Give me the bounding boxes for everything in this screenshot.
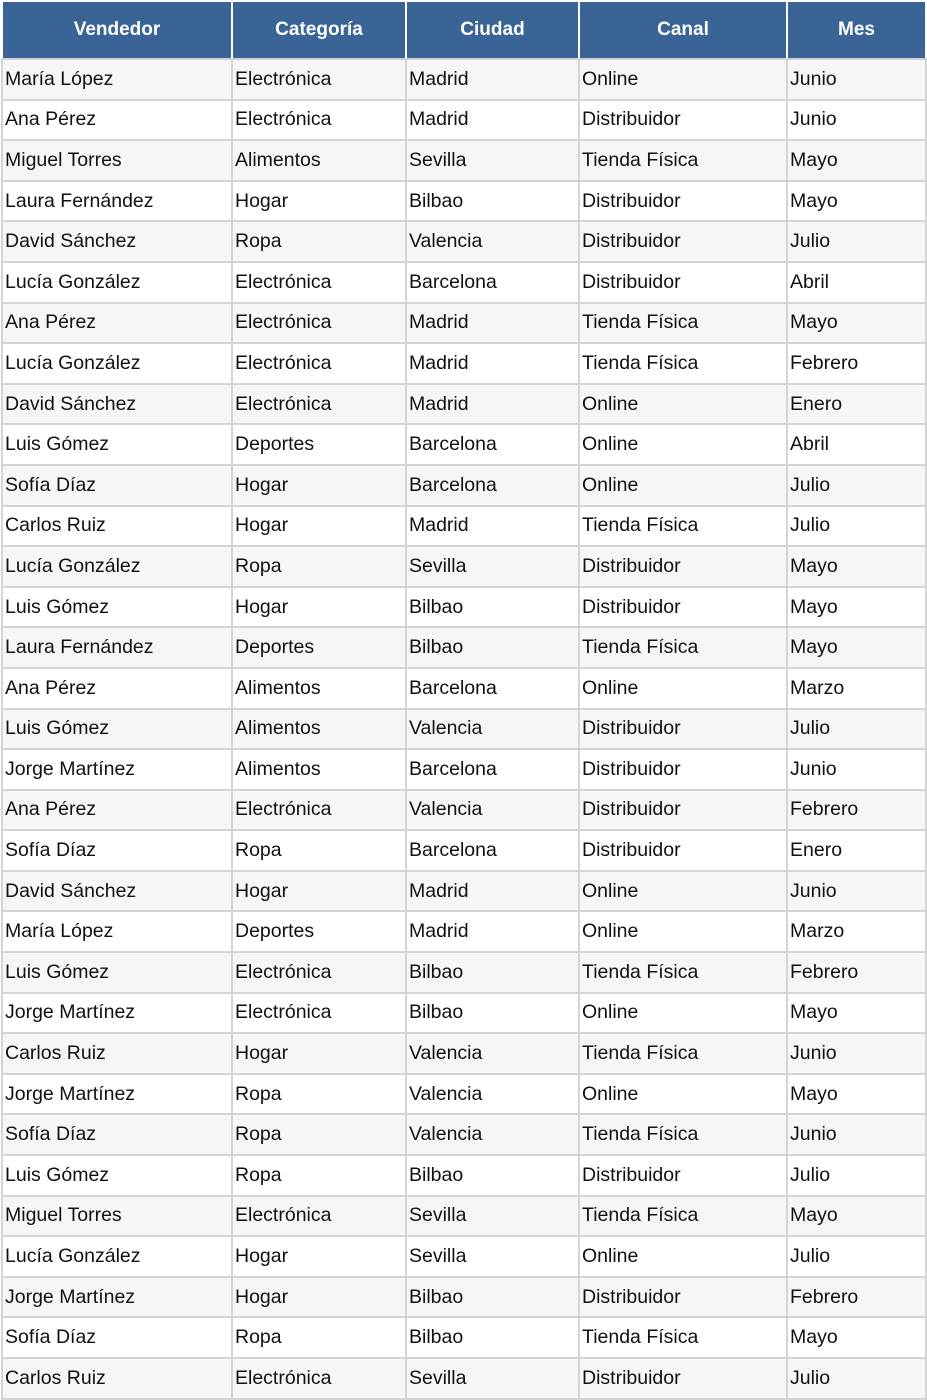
cell-ciudad[interactable]: Bilbao: [406, 1317, 579, 1358]
cell-categoria[interactable]: Alimentos: [232, 709, 406, 750]
cell-categoria[interactable]: Electrónica: [232, 384, 406, 425]
table-row[interactable]: [2, 871, 926, 912]
cell-mes[interactable]: Mayo: [787, 1317, 926, 1358]
cell-categoria[interactable]: Ropa: [232, 1114, 406, 1155]
cell-canal[interactable]: Distribuidor: [579, 181, 787, 222]
cell-canal[interactable]: Online: [579, 59, 787, 100]
cell-ciudad[interactable]: Madrid: [406, 343, 579, 384]
cell-mes[interactable]: Julio: [787, 1155, 926, 1196]
cell-canal[interactable]: Tienda Física: [579, 506, 787, 547]
cell-mes[interactable]: Marzo: [787, 911, 926, 952]
table-row[interactable]: [2, 1155, 926, 1196]
cell-categoria[interactable]: Electrónica: [232, 343, 406, 384]
cell-vendedor[interactable]: Luis Gómez: [2, 424, 232, 465]
table-row[interactable]: [2, 1236, 926, 1277]
table-row[interactable]: [2, 1196, 926, 1237]
cell-ciudad[interactable]: Bilbao: [406, 587, 579, 628]
cell-vendedor[interactable]: Ana Pérez: [2, 303, 232, 344]
cell-mes[interactable]: Mayo: [787, 993, 926, 1034]
cell-mes[interactable]: Marzo: [787, 668, 926, 709]
cell-ciudad[interactable]: Bilbao: [406, 627, 579, 668]
cell-mes[interactable]: Junio: [787, 749, 926, 790]
table-row[interactable]: [2, 627, 926, 668]
cell-mes[interactable]: Febrero: [787, 952, 926, 993]
cell-categoria[interactable]: Deportes: [232, 627, 406, 668]
table-row[interactable]: [2, 1277, 926, 1318]
column-header-categoria[interactable]: Categoría: [232, 1, 406, 59]
cell-canal[interactable]: Online: [579, 871, 787, 912]
cell-canal[interactable]: Online: [579, 1236, 787, 1277]
cell-canal[interactable]: Online: [579, 1074, 787, 1115]
cell-vendedor[interactable]: Ana Pérez: [2, 100, 232, 141]
table-row[interactable]: [2, 100, 926, 141]
cell-ciudad[interactable]: Valencia: [406, 1074, 579, 1115]
cell-vendedor[interactable]: Miguel Torres: [2, 140, 232, 181]
cell-vendedor[interactable]: Carlos Ruiz: [2, 1033, 232, 1074]
cell-canal[interactable]: Distribuidor: [579, 830, 787, 871]
cell-canal[interactable]: Tienda Física: [579, 1196, 787, 1237]
cell-categoria[interactable]: Electrónica: [232, 59, 406, 100]
cell-categoria[interactable]: Hogar: [232, 587, 406, 628]
cell-canal[interactable]: Online: [579, 993, 787, 1034]
cell-ciudad[interactable]: Valencia: [406, 221, 579, 262]
cell-categoria[interactable]: Electrónica: [232, 993, 406, 1034]
cell-mes[interactable]: Julio: [787, 1236, 926, 1277]
cell-ciudad[interactable]: Madrid: [406, 384, 579, 425]
cell-canal[interactable]: Distribuidor: [579, 709, 787, 750]
table-row[interactable]: [2, 546, 926, 587]
table-row[interactable]: [2, 343, 926, 384]
cell-ciudad[interactable]: Valencia: [406, 1033, 579, 1074]
cell-mes[interactable]: Febrero: [787, 1277, 926, 1318]
cell-mes[interactable]: Mayo: [787, 303, 926, 344]
cell-mes[interactable]: Mayo: [787, 1196, 926, 1237]
cell-mes[interactable]: Febrero: [787, 790, 926, 831]
cell-vendedor[interactable]: Lucía González: [2, 262, 232, 303]
table-row[interactable]: [2, 506, 926, 547]
cell-vendedor[interactable]: Laura Fernández: [2, 181, 232, 222]
cell-mes[interactable]: Julio: [787, 506, 926, 547]
cell-mes[interactable]: Mayo: [787, 587, 926, 628]
table-row[interactable]: [2, 1033, 926, 1074]
table-row[interactable]: [2, 709, 926, 750]
cell-canal[interactable]: Distribuidor: [579, 221, 787, 262]
cell-ciudad[interactable]: Madrid: [406, 59, 579, 100]
cell-categoria[interactable]: Ropa: [232, 1155, 406, 1196]
cell-canal[interactable]: Tienda Física: [579, 303, 787, 344]
cell-canal[interactable]: Online: [579, 668, 787, 709]
cell-mes[interactable]: Febrero: [787, 343, 926, 384]
cell-ciudad[interactable]: Barcelona: [406, 262, 579, 303]
cell-mes[interactable]: Junio: [787, 1033, 926, 1074]
table-row[interactable]: [2, 952, 926, 993]
table-row[interactable]: [2, 830, 926, 871]
cell-categoria[interactable]: Electrónica: [232, 1196, 406, 1237]
cell-ciudad[interactable]: Madrid: [406, 303, 579, 344]
cell-mes[interactable]: Junio: [787, 1114, 926, 1155]
cell-mes[interactable]: Abril: [787, 424, 926, 465]
cell-ciudad[interactable]: Valencia: [406, 1114, 579, 1155]
cell-ciudad[interactable]: Sevilla: [406, 140, 579, 181]
cell-categoria[interactable]: Alimentos: [232, 749, 406, 790]
cell-categoria[interactable]: Deportes: [232, 911, 406, 952]
cell-ciudad[interactable]: Bilbao: [406, 181, 579, 222]
cell-mes[interactable]: Junio: [787, 100, 926, 141]
cell-mes[interactable]: Mayo: [787, 140, 926, 181]
cell-vendedor[interactable]: Sofía Díaz: [2, 1317, 232, 1358]
cell-categoria[interactable]: Electrónica: [232, 303, 406, 344]
cell-categoria[interactable]: Deportes: [232, 424, 406, 465]
cell-categoria[interactable]: Electrónica: [232, 262, 406, 303]
table-row[interactable]: [2, 749, 926, 790]
cell-categoria[interactable]: Electrónica: [232, 790, 406, 831]
cell-ciudad[interactable]: Bilbao: [406, 993, 579, 1034]
cell-vendedor[interactable]: Jorge Martínez: [2, 1074, 232, 1115]
table-row[interactable]: [2, 668, 926, 709]
table-header: [2, 1, 926, 59]
cell-canal[interactable]: Distribuidor: [579, 262, 787, 303]
cell-categoria[interactable]: Alimentos: [232, 668, 406, 709]
cell-ciudad[interactable]: Valencia: [406, 709, 579, 750]
cell-mes[interactable]: Julio: [787, 709, 926, 750]
cell-ciudad[interactable]: Valencia: [406, 790, 579, 831]
cell-ciudad[interactable]: Barcelona: [406, 830, 579, 871]
cell-vendedor[interactable]: Carlos Ruiz: [2, 506, 232, 547]
cell-vendedor[interactable]: Lucía González: [2, 1236, 232, 1277]
cell-ciudad[interactable]: Barcelona: [406, 749, 579, 790]
table-row[interactable]: [2, 424, 926, 465]
cell-canal[interactable]: Tienda Física: [579, 140, 787, 181]
cell-ciudad[interactable]: Bilbao: [406, 952, 579, 993]
cell-categoria[interactable]: Ropa: [232, 1074, 406, 1115]
cell-categoria[interactable]: Electrónica: [232, 952, 406, 993]
cell-ciudad[interactable]: Sevilla: [406, 1236, 579, 1277]
table-row[interactable]: [2, 181, 926, 222]
cell-canal[interactable]: Online: [579, 911, 787, 952]
header-row: [2, 1, 926, 59]
column-header-vendedor[interactable]: Vendedor: [2, 1, 232, 59]
table-row[interactable]: [2, 1358, 926, 1399]
cell-canal[interactable]: Online: [579, 424, 787, 465]
cell-ciudad[interactable]: Madrid: [406, 506, 579, 547]
cell-ciudad[interactable]: Sevilla: [406, 1358, 579, 1399]
cell-mes[interactable]: Julio: [787, 1358, 926, 1399]
table-row[interactable]: [2, 1074, 926, 1115]
cell-mes[interactable]: Junio: [787, 59, 926, 100]
table-row[interactable]: [2, 587, 926, 628]
table-row[interactable]: [2, 465, 926, 506]
cell-canal[interactable]: Tienda Física: [579, 627, 787, 668]
cell-vendedor[interactable]: Jorge Martínez: [2, 1277, 232, 1318]
cell-categoria[interactable]: Hogar: [232, 465, 406, 506]
cell-canal[interactable]: Distribuidor: [579, 1155, 787, 1196]
cell-vendedor[interactable]: Jorge Martínez: [2, 993, 232, 1034]
table-row[interactable]: [2, 1317, 926, 1358]
table-row[interactable]: [2, 911, 926, 952]
table-row[interactable]: [2, 59, 926, 100]
table-body: [2, 59, 926, 1399]
table-row[interactable]: [2, 140, 926, 181]
cell-categoria[interactable]: Hogar: [232, 1236, 406, 1277]
cell-vendedor[interactable]: Sofía Díaz: [2, 830, 232, 871]
cell-canal[interactable]: Tienda Física: [579, 343, 787, 384]
cell-vendedor[interactable]: Lucía González: [2, 343, 232, 384]
cell-vendedor[interactable]: Ana Pérez: [2, 790, 232, 831]
table-row[interactable]: [2, 303, 926, 344]
cell-canal[interactable]: Distribuidor: [579, 790, 787, 831]
sales-table: [1, 0, 927, 1400]
table-row[interactable]: [2, 1114, 926, 1155]
cell-ciudad[interactable]: Bilbao: [406, 1277, 579, 1318]
cell-vendedor[interactable]: Carlos Ruiz: [2, 1358, 232, 1399]
cell-vendedor[interactable]: Lucía González: [2, 546, 232, 587]
cell-vendedor[interactable]: Luis Gómez: [2, 1155, 232, 1196]
cell-categoria[interactable]: Hogar: [232, 1277, 406, 1318]
cell-mes[interactable]: Abril: [787, 262, 926, 303]
table-row[interactable]: [2, 221, 926, 262]
cell-mes[interactable]: Mayo: [787, 546, 926, 587]
cell-canal[interactable]: Distribuidor: [579, 587, 787, 628]
table-row[interactable]: [2, 384, 926, 425]
cell-canal[interactable]: Distribuidor: [579, 1358, 787, 1399]
cell-ciudad[interactable]: Madrid: [406, 100, 579, 141]
cell-categoria[interactable]: Ropa: [232, 546, 406, 587]
cell-categoria[interactable]: Hogar: [232, 871, 406, 912]
cell-vendedor[interactable]: María López: [2, 911, 232, 952]
cell-canal[interactable]: Online: [579, 465, 787, 506]
cell-mes[interactable]: Junio: [787, 871, 926, 912]
cell-mes[interactable]: Mayo: [787, 181, 926, 222]
cell-vendedor[interactable]: David Sánchez: [2, 384, 232, 425]
cell-vendedor[interactable]: David Sánchez: [2, 871, 232, 912]
cell-categoria[interactable]: Hogar: [232, 181, 406, 222]
cell-categoria[interactable]: Hogar: [232, 1033, 406, 1074]
cell-canal[interactable]: Tienda Física: [579, 1033, 787, 1074]
cell-vendedor[interactable]: Jorge Martínez: [2, 749, 232, 790]
cell-vendedor[interactable]: María López: [2, 59, 232, 100]
cell-categoria[interactable]: Ropa: [232, 221, 406, 262]
cell-mes[interactable]: Julio: [787, 465, 926, 506]
cell-canal[interactable]: Tienda Física: [579, 1114, 787, 1155]
cell-canal[interactable]: Tienda Física: [579, 952, 787, 993]
cell-vendedor[interactable]: Sofía Díaz: [2, 1114, 232, 1155]
cell-categoria[interactable]: Ropa: [232, 830, 406, 871]
cell-ciudad[interactable]: Madrid: [406, 911, 579, 952]
cell-mes[interactable]: Enero: [787, 384, 926, 425]
cell-canal[interactable]: Distribuidor: [579, 100, 787, 141]
cell-mes[interactable]: Enero: [787, 830, 926, 871]
cell-canal[interactable]: Distribuidor: [579, 1277, 787, 1318]
cell-categoria[interactable]: Ropa: [232, 1317, 406, 1358]
cell-ciudad[interactable]: Bilbao: [406, 1155, 579, 1196]
cell-categoria[interactable]: Hogar: [232, 506, 406, 547]
cell-vendedor[interactable]: Luis Gómez: [2, 952, 232, 993]
cell-mes[interactable]: Julio: [787, 221, 926, 262]
cell-mes[interactable]: Mayo: [787, 627, 926, 668]
cell-categoria[interactable]: Alimentos: [232, 140, 406, 181]
cell-vendedor[interactable]: Sofía Díaz: [2, 465, 232, 506]
cell-ciudad[interactable]: Sevilla: [406, 546, 579, 587]
cell-categoria[interactable]: Electrónica: [232, 100, 406, 141]
table-row[interactable]: [2, 790, 926, 831]
cell-mes[interactable]: Mayo: [787, 1074, 926, 1115]
cell-canal[interactable]: Distribuidor: [579, 749, 787, 790]
cell-ciudad[interactable]: Barcelona: [406, 424, 579, 465]
cell-ciudad[interactable]: Barcelona: [406, 465, 579, 506]
cell-categoria[interactable]: Electrónica: [232, 1358, 406, 1399]
table-row[interactable]: [2, 262, 926, 303]
cell-vendedor[interactable]: Ana Pérez: [2, 668, 232, 709]
column-header-ciudad[interactable]: Ciudad: [406, 1, 579, 59]
cell-ciudad[interactable]: Barcelona: [406, 668, 579, 709]
cell-canal[interactable]: Distribuidor: [579, 546, 787, 587]
table-row[interactable]: [2, 993, 926, 1034]
cell-canal[interactable]: Online: [579, 384, 787, 425]
cell-ciudad[interactable]: Madrid: [406, 871, 579, 912]
cell-vendedor[interactable]: Laura Fernández: [2, 627, 232, 668]
cell-canal[interactable]: Tienda Física: [579, 1317, 787, 1358]
cell-vendedor[interactable]: Miguel Torres: [2, 1196, 232, 1237]
cell-vendedor[interactable]: Luis Gómez: [2, 587, 232, 628]
column-header-canal[interactable]: Canal: [579, 1, 787, 59]
cell-vendedor[interactable]: Luis Gómez: [2, 709, 232, 750]
cell-vendedor[interactable]: David Sánchez: [2, 221, 232, 262]
column-header-mes[interactable]: Mes: [787, 1, 926, 59]
cell-ciudad[interactable]: Sevilla: [406, 1196, 579, 1237]
